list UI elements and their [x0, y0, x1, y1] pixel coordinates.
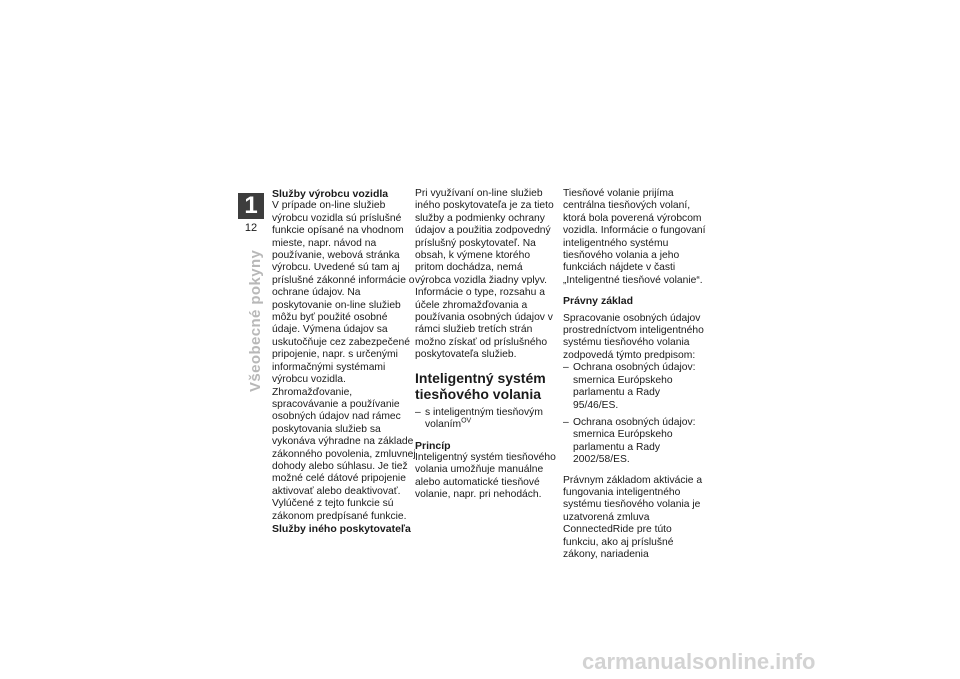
page-number: 12	[244, 222, 258, 234]
heading-emergency-call: Inteligentný systém tiesňového volania	[415, 369, 546, 402]
heading-principle: Princíp	[415, 439, 451, 452]
paragraph: Inteligentný systém tiesňového volania umožňuje manuálne alebo automatické tiesňové volanie, napr. pri nehodách.	[415, 451, 556, 501]
paragraph: V prípade on-line služieb výrobcu vozidla sú príslušné funkcie opísané na vhodnom mieste, napr. návod na používanie, webová stránka výrobcu. Uvedené sú tam aj príslušné zákonné informácie o ochrane údajov. Na poskytovanie on-line služieb môžu byť použité osobné údaje. Výmena údajov sa uskutočňuje cez zabezpečené pripojenie, napr. s určenými informačnými systémami výrobcu vozidla.	[272, 200, 415, 386]
bullet-dash: –	[563, 416, 569, 428]
paragraph: Pri využívaní on-line služieb iného poskytovateľa je za tieto služby a podmienky ochrany údajov a použitia zodpovedný príslušný poskytovateľ. Na obsah, k výmene ktorého pritom dochádza, nemá výrobca vozidla žiadny vplyv. Informácie o type, rozsahu a účele zhromažďovania a používania osobných údajov v rámci služieb tretích strán možno získať od príslušného poskytovateľa služieb.	[415, 188, 554, 361]
bullet-text: s inteligentným tiesňovým volaním	[425, 406, 543, 431]
column-1	[272, 188, 417, 535]
paragraph: Spracovanie osobných údajov prostredníctvom inteligentného systému tiesňového volania zodpovedá týmto predpisom:	[563, 312, 704, 361]
paragraph: Zhromažďovanie, spracovávanie a používanie osobných údajov nad rámec poskytovania služieb sa vykonáva výhradne na základe zákonného povolenia, zmluvnej dohody alebo súhlasu. Je tiež možné celé dátové pripojenie aktivovať alebo deaktivovať. Vylúčené z tejto funkcie sú zákonom predpísané funkcie.	[272, 386, 416, 522]
chapter-title: Všeobecné pokyny	[247, 249, 264, 392]
bullet-text: Ochrana osobných údajov: smernica Európskeho parlamentu a Rady 2002/58/ES.	[573, 416, 696, 466]
watermark: carmanualsonline.info	[582, 649, 816, 674]
bullet-item	[415, 407, 560, 432]
bullet-dash: –	[563, 362, 569, 374]
heading-third-party-services: Služby iného poskytovateľa	[272, 522, 411, 535]
column-2	[415, 188, 560, 502]
heading-legal-basis: Právny základ	[563, 295, 634, 308]
option-marker: OV	[461, 417, 472, 425]
bullet-item	[563, 417, 708, 467]
bullet-item	[563, 362, 708, 412]
heading-manufacturer-services: Služby výrobcu vozidla	[272, 188, 389, 200]
paragraph: Právnym základom aktivácie a fungovania inteligentného systému tiesňového volania je uzatvorená zmluva ConnectedRide pre túto funkciu, ako aj príslušné zákony, nariadenia	[563, 474, 703, 560]
paragraph: Tiesňové volanie prijíma centrálna tiesňových volaní, ktorá bola poverená výrobcom vozidla. Informácie o fungovaní inteligentného systému tiesňového volania a jeho funkciách nájdete v časti „Inteligentné tiesňové volanie“.	[563, 188, 706, 286]
column-3	[563, 188, 708, 561]
bullet-dash: –	[415, 406, 421, 418]
chapter-number: 1	[238, 193, 264, 219]
bullet-text: Ochrana osobných údajov: smernica Európskeho parlamentu a Rady 95/46/ES.	[573, 362, 696, 411]
